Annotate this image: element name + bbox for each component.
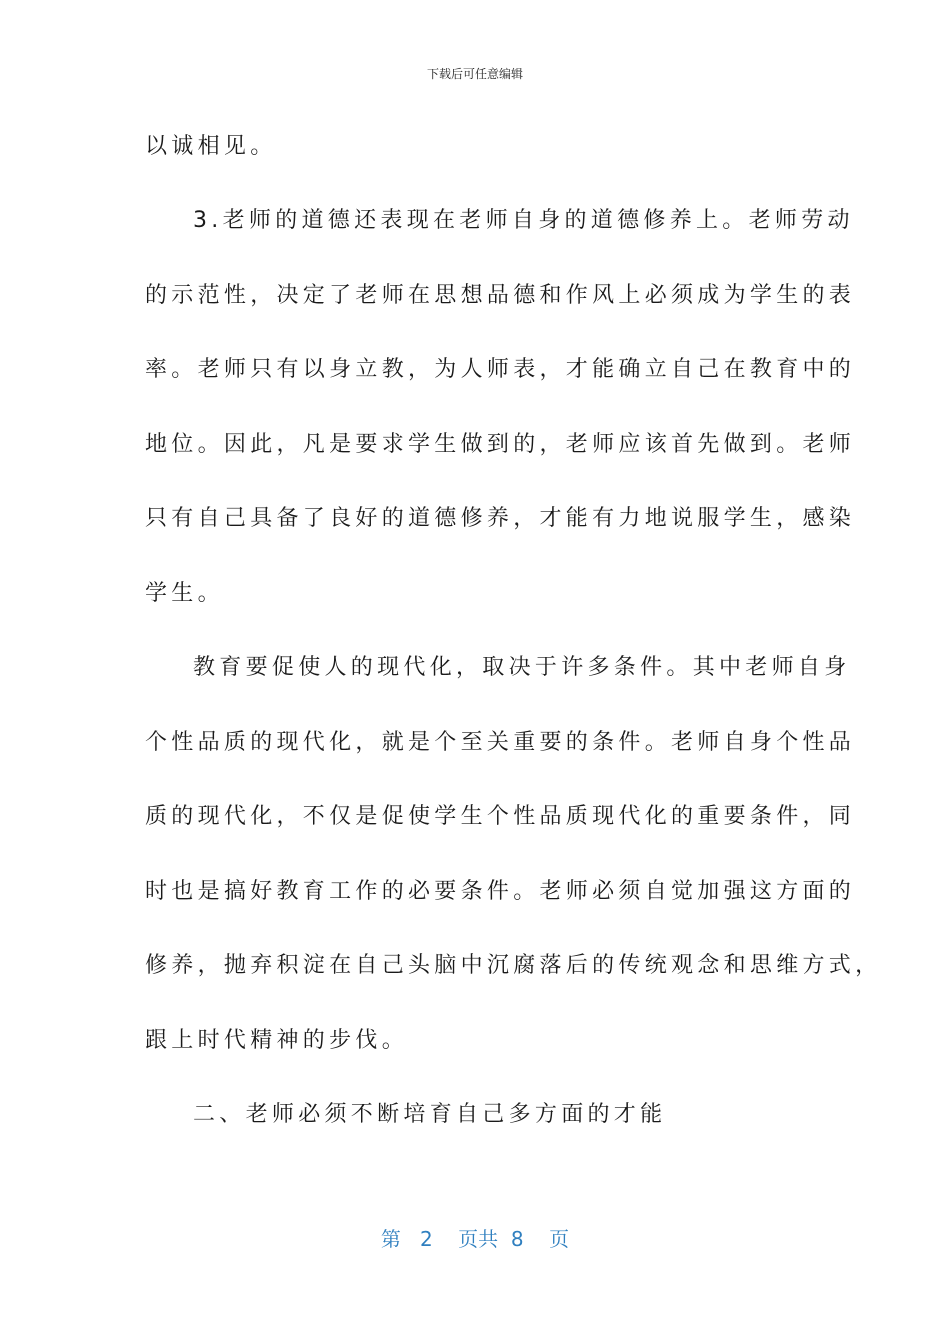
footer-total-pages: 8 xyxy=(510,1227,524,1251)
footer-suffix: 页 xyxy=(549,1227,570,1251)
paragraph-line: 教育要促使人的现代化，取决于许多条件。其中老师自身 xyxy=(193,655,851,680)
paragraph-line: 只有自己具备了良好的道德修养，才能有力地说服学生，感染 xyxy=(145,506,856,531)
paragraph-line: 的示范性，决定了老师在思想品德和作风上必须成为学生的表 xyxy=(145,283,856,308)
footer-prefix: 第 xyxy=(380,1227,401,1251)
paragraph-line: 3.老师的道德还表现在老师自身的道德修养上。老师劳动 xyxy=(193,208,854,233)
page-footer xyxy=(0,1226,950,1252)
page-header-note: 下载后可任意编辑 xyxy=(426,67,523,81)
paragraph-line: 地位。因此，凡是要求学生做到的，老师应该首先做到。老师 xyxy=(145,432,856,457)
section-heading: 二、老师必须不断培育自己多方面的才能 xyxy=(193,1102,667,1127)
paragraph-line: 学生。 xyxy=(145,581,224,606)
paragraph-line: 率。老师只有以身立教，为人师表，才能确立自己在教育中的 xyxy=(145,357,856,382)
paragraph-line: 跟上时代精神的步伐。 xyxy=(145,1028,409,1053)
paragraph-line: 个性品质的现代化，就是个至关重要的条件。老师自身个性品 xyxy=(145,730,856,755)
footer-middle: 页共 xyxy=(458,1227,499,1251)
footer-current-page: 2 xyxy=(420,1227,433,1251)
paragraph-line: 质的现代化，不仅是促使学生个性品质现代化的重要条件，同 xyxy=(145,804,856,829)
paragraph-line: 修养，抛弃积淀在自己头脑中沉腐落后的传统观念和思维方式， xyxy=(145,953,882,978)
paragraph-line: 时也是搞好教育工作的必要条件。老师必须自觉加强这方面的 xyxy=(145,879,856,904)
paragraph-line: 以诚相见。 xyxy=(145,134,277,159)
